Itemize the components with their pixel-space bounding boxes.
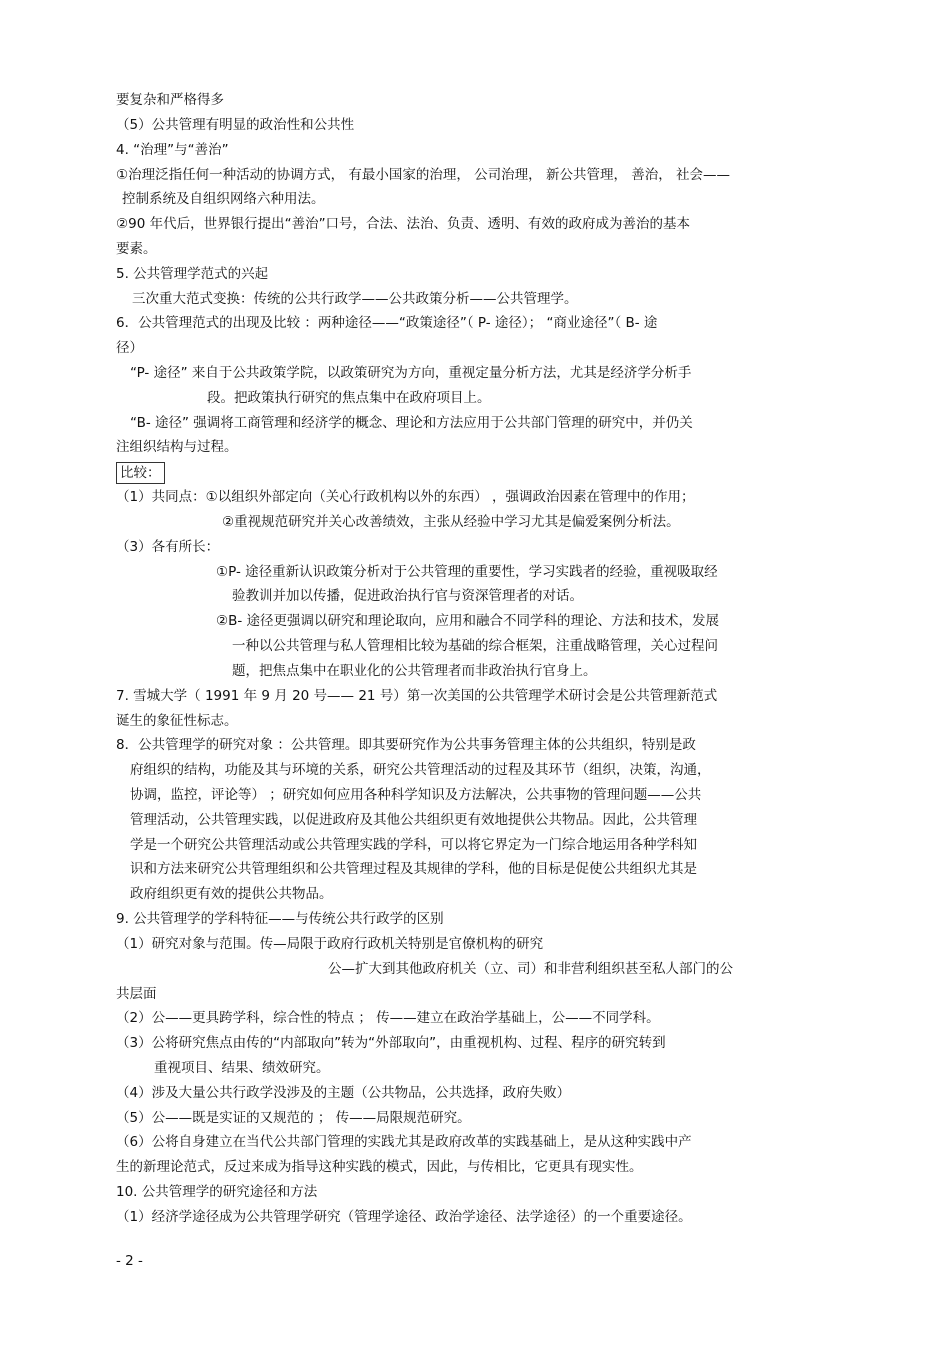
text-line: 题，把焦点集中在职业化的公共管理者而非政治执行官身上。 (232, 663, 597, 679)
text-line: 协调，监控，评论等） ；研究如何应用各种科学知识及方法解决，公共事物的管理问题——公共 (130, 787, 702, 803)
text-line: ②B- 途径更强调以研究和理论取向，应用和融合不同学科的理论、方法和技术，发展 (216, 613, 720, 629)
text-line: 段。把政策执行研究的焦点集中在政府项目上。 (207, 390, 491, 406)
text-line: 诞生的象征性标志。 (116, 713, 238, 729)
text-line: 共层面 (116, 986, 157, 1002)
text-line: “B- 途径” 强调将工商管理和经济学的概念、理论和方法应用于公共部门管理的研究中，并仍关 (130, 415, 693, 431)
text-line: （5）公共管理有明显的政治性和公共性 (116, 117, 355, 133)
text-line: （1）经济学途径成为公共管理学研究（管理学途径、政治学途径、法学途径）的一个重要途径。 (116, 1209, 692, 1225)
text-line: （3）公将研究焦点由传的“内部取向”转为“外部取向”，由重视机构、过程、程序的研究转到 (116, 1035, 666, 1051)
text-line: ②重视规范研究并关心改善绩效，主张从经验中学习尤其是偏爱案例分析法。 (222, 514, 680, 530)
text-line: 验教训并加以传播，促进政治执行官与资深管理者的对话。 (232, 588, 583, 604)
text-line: 控制系统及自组织网络六种用法。 (122, 191, 325, 207)
text-line: ①治理泛指任何一种活动的协调方式， 有最小国家的治理， 公司治理， 新公共管理， 善治， 社会—— (116, 167, 731, 183)
text-line: 要复杂和严格得多 (116, 92, 224, 108)
text-line: （5）公——既是实证的又规范的 ； 传——局限规范研究。 (116, 1110, 471, 1126)
text-line: 7. 雪城大学（ 1991 年 9 月 20 号—— 21 号）第一次美国的公共管理学术研讨会是公共管理新范式 (116, 688, 718, 704)
text-line: 重视项目、结果、绩效研究。 (154, 1060, 330, 1076)
text-line: 径） (116, 340, 143, 356)
text-line: 生的新理论范式，反过来成为指导这种实践的模式，因此，与传相比，它更具有现实性。 (116, 1159, 643, 1175)
text-line: 政府组织更有效的提供公共物品。 (130, 886, 333, 902)
text-line: （3）各有所长： (116, 539, 220, 555)
text-line: 8．公共管理学的研究对象 ：公共管理。即其要研究作为公共事务管理主体的公共组织，特别是政 (116, 737, 696, 753)
text-line: 府组织的结构，功能及其与环境的关系，研究公共管理活动的过程及其环节（组织，决策，沟通， (130, 762, 711, 778)
page-number: - 2 - (116, 1253, 143, 1269)
text-line: 9. 公共管理学的学科特征——与传统公共行政学的区别 (116, 911, 444, 927)
text-line: 一种以公共管理与私人管理相比较为基础的综合框架，注重战略管理，关心过程问 (232, 638, 718, 654)
text-line: “P- 途径” 来自于公共政策学院，以政策研究为方向，重视定量分析方法，尤其是经济学分析手 (130, 365, 692, 381)
text-line: （2）公——更具跨学科，综合性的特点 ； 传——建立在政治学基础上，公——不同学科。 (116, 1010, 660, 1026)
text-line: 识和方法来研究公共管理组织和公共管理过程及其规律的学科，他的目标是促使公共组织尤其是 (130, 861, 697, 877)
text-line: ②90 年代后，世界银行提出“善治”口号，合法、法治、负责、透明、有效的政府成为善治的基本 (116, 216, 691, 232)
text-line: 管理活动，公共管理实践，以促进政府及其他公共组织更有效地提供公共物品。因此，公共管理 (130, 812, 697, 828)
text-line: （6）公将自身建立在当代公共部门管理的实践尤其是政府改革的实践基础上，是从这种实践中产 (116, 1134, 692, 1150)
text-line: ①P- 途径重新认识政策分析对于公共管理的重要性，学习实践者的经验，重视吸取经 (216, 564, 718, 580)
text-line: 6．公共管理范式的出现及比较 ：两种途径——“政策途径”（ P- 途径）； “商业途径”（ B- 途 (116, 315, 658, 331)
text-line: 注组织结构与过程。 (116, 439, 238, 455)
text-line: 10. 公共管理学的研究途径和方法 (116, 1184, 318, 1200)
text-line: 三次重大范式变换：传统的公共行政学——公共政策分析——公共管理学。 (132, 291, 578, 307)
text-line: 要素。 (116, 241, 157, 257)
text-line: 4. “治理”与“善治” (116, 142, 229, 158)
text-line: 公—扩大到其他政府机关（立、司）和非营利组织甚至私人部门的公 (328, 961, 733, 977)
text-line: （1）研究对象与范围。传—局限于政府行政机关特别是官僚机构的研究 (116, 936, 544, 952)
text-line: 学是一个研究公共管理活动或公共管理实践的学科，可以将它界定为一门综合地运用各种学科知 (130, 837, 697, 853)
text-line: （4）涉及大量公共行政学没涉及的主题（公共物品，公共选择，政府失败） (116, 1085, 571, 1101)
text-line: 5. 公共管理学范式的兴起 (116, 266, 269, 282)
text-line: （1）共同点：①以组织外部定向（关心行政机构以外的东西） ，强调政治因素在管理中的作用； (116, 489, 695, 505)
text-line: 比较： (116, 462, 165, 484)
